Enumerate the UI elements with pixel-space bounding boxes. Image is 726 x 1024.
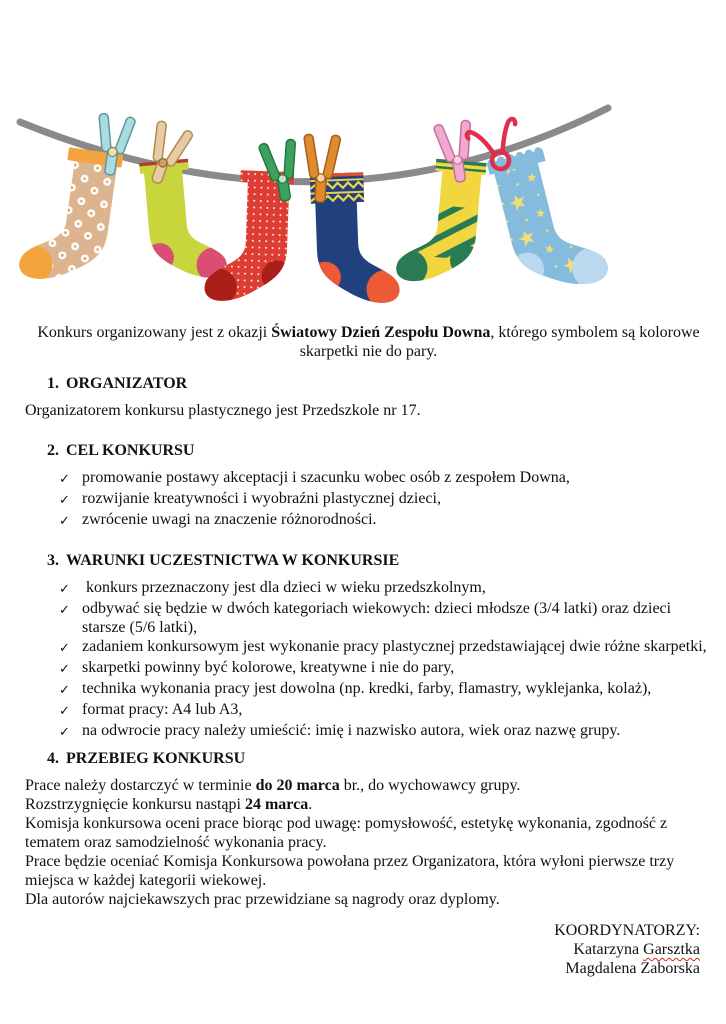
przebieg-p1: Prace należy dostarczyć w terminie do 20 marca br., do wychowawcy grupy. <box>25 777 521 794</box>
checkmark-icon: ✓ <box>59 662 70 677</box>
check-item: ✓ skarpetki powinny być kolorowe, kreatywne i nie do pary, <box>59 659 455 677</box>
coordinator-name-1: Katarzyna Garsztka <box>573 941 700 958</box>
check-item: ✓ rozwijanie kreatywności i wyobraźni plastycznej dzieci, <box>59 490 441 508</box>
deadline-date: do 20 marca <box>255 777 340 794</box>
coordinators-block <box>25 921 700 978</box>
check-item: ✓ zwrócenie uwagi na znaczenie różnorodności. <box>59 511 377 529</box>
warunki-checklist <box>59 578 712 742</box>
intro-paragraph: Konkurs organizowany jest z okazji Światowy Dzień Zespołu Downa, którego symbolem są kolorowe skarpetki nie do pary. <box>37 324 700 360</box>
check-item: ✓ na odwrocie pracy należy umieścić: imię i nazwisko autora, wiek oraz nazwę grupy. <box>59 722 621 740</box>
document-body <box>0 323 726 978</box>
section-heading-cel-konkursu: 2. CEL KONKURSU <box>47 442 195 459</box>
socks-clothesline-illustration <box>0 0 726 330</box>
check-item: ✓ konkurs przeznaczony jest dla dzieci w wieku przedszkolnym, <box>59 579 486 597</box>
organizator-body: Organizatorem konkursu plastycznego jest Przedszkole nr 17. <box>25 402 421 419</box>
przebieg-p4: Prace będzie oceniać Komisja Konkursowa powołana przez Organizatora, która wyłoni pierwsze trzy miejsca w każdej kategorii wiekowej. <box>25 853 675 889</box>
checkmark-icon: ✓ <box>59 514 70 529</box>
checkmark-icon: ✓ <box>59 582 70 597</box>
cel-konkursu-checklist <box>59 468 712 531</box>
results-date: 24 marca <box>244 796 309 813</box>
section-heading-organizator: 1. ORGANIZATOR <box>47 375 188 392</box>
coordinator-name-2: Magdalena Zaborska <box>565 960 700 977</box>
intro-bold-event-name: Światowy Dzień Zespołu Downa <box>271 324 491 341</box>
przebieg-p3: Komisja konkursowa oceni prace biorąc pod uwagę: pomysłowość, estetykę wykonania, zgodność z tematem oraz samodzielność wykonania pracy. <box>25 815 668 851</box>
checkmark-icon: ✓ <box>59 641 70 656</box>
checkmark-icon: ✓ <box>59 725 70 740</box>
checkmark-icon: ✓ <box>59 472 70 487</box>
spellcheck-underlined-surname: Garsztka <box>643 941 700 958</box>
section-heading-warunki: 3. WARUNKI UCZESTNICTWA W KONKURSIE <box>47 552 400 569</box>
check-item: ✓ format pracy: A4 lub A3, <box>59 701 243 719</box>
checkmark-icon: ✓ <box>59 603 70 618</box>
przebieg-p5: Dla autorów najciekawszych prac przewidziane są nagrody oraz dyplomy. <box>25 891 500 908</box>
check-item: ✓ zadaniem konkursowym jest wykonanie pracy plastycznej przedstawiającej dwie różne skarpetki, <box>59 638 707 656</box>
przebieg-p2: Rozstrzygnięcie konkursu nastąpi 24 marca. <box>25 796 313 813</box>
check-item: ✓ promowanie postawy akceptacji i szacunku wobec osób z zespołem Downa, <box>59 469 570 487</box>
check-item: ✓ odbywać się będzie w dwóch kategoriach wiekowych: dzieci młodsze (3/4 latki) oraz dzieci starsze (5/6 latki), <box>59 600 676 636</box>
checkmark-icon: ✓ <box>59 493 70 508</box>
section-heading-przebieg: 4. PRZEBIEG KONKURSU <box>47 750 246 767</box>
sock-blue-stars <box>481 135 622 308</box>
check-item: ✓ technika wykonania pracy jest dowolna (np. kredki, farby, flamastry, wyklejanka, kolaż), <box>59 680 652 698</box>
checkmark-icon: ✓ <box>59 683 70 698</box>
coordinators-title: KOORDYNATORZY: <box>554 922 700 939</box>
checkmark-icon: ✓ <box>59 704 70 719</box>
